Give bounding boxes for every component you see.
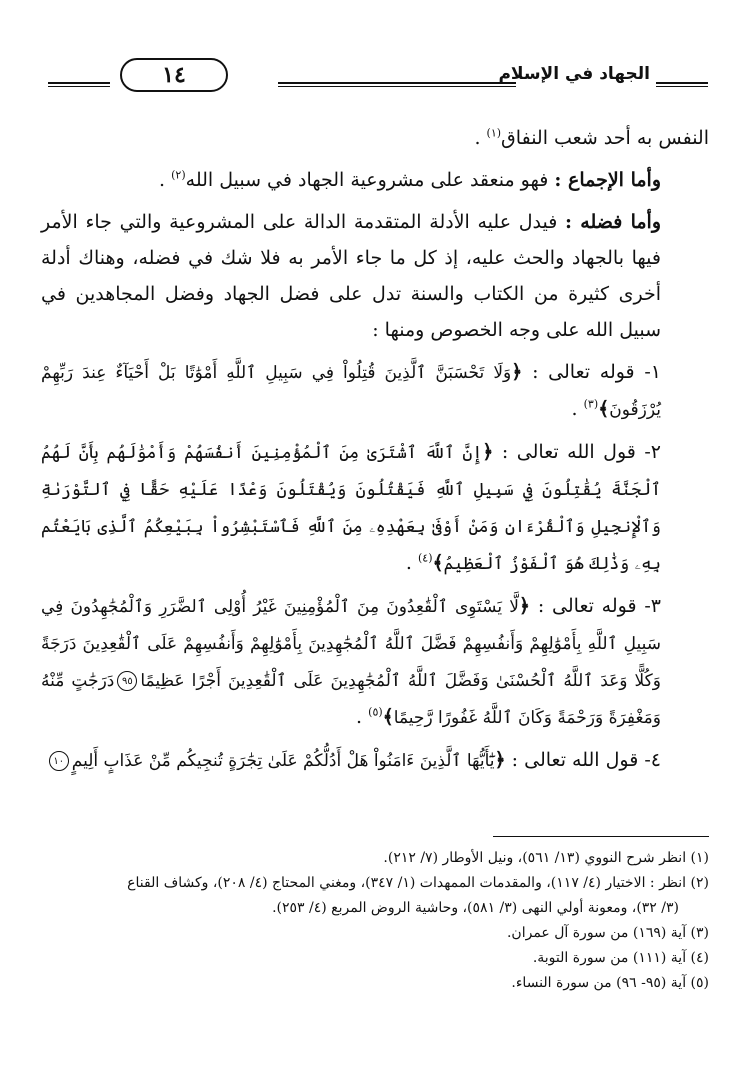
running-title: الجهاد في الإسلام [498,64,650,84]
item-4-intro: ٤- قول الله تعالى : [505,749,661,771]
page-number: ١٤ [120,58,228,92]
footnote-2-continued: (٣/ ٣٢)، ومعونة أولي النهى (٣/ ٥٨١)، وحاشية الروض المربع (٤/ ٢٥٣). [272,900,679,916]
paragraph-1-text: النفس به أحد شعب النفاق [501,127,709,149]
footnote-2: (٢) انظر : الاختيار (٤/ ١١٧)، والمقدمات الممهدات (١/ ٣٤٧)، ومغني المحتاج (٤/ ٢٠٨)، وكشاف القناع [127,875,709,891]
footnote-3: (٣) آية (١٦٩) من سورة آل عمران. [506,925,709,941]
footnote-ref-1: (١) [486,126,502,140]
verse-close-brace: ﴾ [382,706,394,728]
paragraph-3-text: فيدل عليه الأدلة المتقدمة الدالة على المشروعية والتي جاء الأمر فيها بالجهاد والحث عليه، إذ كل ما جاء الأمر به فلا شك في فضله، وهناك أدلة أخرى كثيرة من الكتاب والسنة تدل على فضل الجهاد وفضل المجاهدين في سبيل الله على وجه الخصوص ومنها : [41,211,661,341]
item-4-verse: يَٰٓأَيُّهَا ٱلَّذِينَ ءَامَنُواْ هَلْ أَدُلُّكُمْ عَلَىٰ تِجَٰرَةٍ تُنجِيكُم مِّنْ عَذَابٍ أَلِيمٍ [71,751,495,771]
paragraph-2-text: فهو منعقد على مشروعية الجهاد في سبيل الله [185,169,555,191]
item-3-verse-continued: دَرَجَٰتٍ مِّنْهُ وَمَغْفِرَةً وَرَحْمَةً وَكَانَ ٱللَّهُ غَفُورًا رَّحِيمًا [41,671,661,728]
footnote-1: (١) انظر شرح النووي (١٣/ ٥٦١)، ونيل الأوطار (٧/ ٢١٢). [383,850,709,866]
item-3-verse: لَّا يَسْتَوِى ٱلْقَٰعِدُونَ مِنَ ٱلْمُؤْمِنِينَ غَيْرُ أُوْلِى ٱلضَّرَرِ وَٱلْمُجَٰهِدُونَ فِي سَبِيلِ ٱللَّهِ بِأَمْوَٰلِهِمْ وَأَنفُسِهِمْ فَضَّلَ ٱللَّهُ ٱلْمُجَٰهِدِينَ بِأَمْوَٰلِهِمْ وَأَنفُسِهِمْ عَلَى ٱلْقَٰعِدِينَ دَرَجَةً وَكُلًّا وَعَدَ ٱللَّهُ ٱلْحُسْنَىٰ وَفَضَّلَ ٱللَّهُ ٱلْمُجَٰهِدِينَ عَلَى ٱلْقَٰعِدِينَ أَجْرًا عَظِيمًا [41,597,662,691]
list-item-1: ١- قوله تعالى : ﴿وَلَا تَحْسَبَنَّ ٱلَّذِينَ قُتِلُواْ فِي سَبِيلِ ٱللَّهِ أَمْوَٰتًا بَلْ أَحْيَآءٌ عِندَ رَبِّهِمْ يُرْزَقُونَ﴾$^{(٣)}$ . [41,361,661,420]
footnote-5: (٥) آية (٩٥- ٩٦) من سورة النساء. [511,975,709,991]
item-2-intro: ٢- قول الله تعالى : [493,441,662,463]
paragraph-3-lead: وأما فضله : [565,211,661,233]
item-1-verse: وَلَا تَحْسَبَنَّ ٱلَّذِينَ قُتِلُواْ فِي سَبِيلِ ٱللَّهِ أَمْوَٰتًا بَلْ أَحْيَآءٌ عِندَ رَبِّهِمْ يُرْزَقُونَ [41,363,661,420]
item-1-intro: ١- قوله تعالى : [522,361,661,383]
verse-open-brace: ﴿ [511,361,523,383]
verse-close-brace: ﴾ [432,552,444,574]
list-item-4 [41,742,709,779]
verse-open-brace: ﴿ [518,595,531,617]
item-2-verse: إِنَّ ٱللَّهَ ٱشْتَرَىٰ مِنَ ٱلْمُؤْمِنِينَ أَنفُسَهُمْ وَأَمْوَٰلَهُم بِأَنَّ لَهُمُ ٱلْجَنَّةَ يُقَٰتِلُونَ فِي سَبِيلِ ٱللَّهِ فَيَقْتُلُونَ وَيُقْتَلُونَ وَعْدًا عَلَيْهِ حَقًّا فِي ٱلتَّوْرَىٰةِ وَٱلْإِنجِيلِ وَٱلْقُرْءَانِ وَمَنْ أَوْفَىٰ بِعَهْدِهِۦ مِنَ ٱللَّهِ فَٱسْتَبْشِرُواْ بِبَيْعِكُمُ ٱلَّذِى بَايَعْتُم بِهِۦ وَذَٰلِكَ هُوَ ٱلْفَوْزُ ٱلْعَظِيمُ [41,443,661,574]
footnote-ref-2: (٢) [171,168,186,182]
item-3-intro: ٣- قوله تعالى : [530,595,661,617]
verse-open-brace: ﴿ [482,441,494,463]
footnote-ref-3: (٣) [583,397,599,411]
verse-close-brace: ﴾ [598,398,610,420]
page-header [48,54,708,98]
verse-open-brace: ﴿ [494,749,506,771]
header-rule-right [656,82,708,87]
list-item-3: ٣- قوله تعالى : ﴿لَّا يَسْتَوِى ٱلْقَٰعِدُونَ مِنَ ٱلْمُؤْمِنِينَ غَيْرُ أُوْلِى ٱلضَّرَرِ وَٱلْمُجَٰهِدُونَ فِي سَبِيلِ ٱللَّهِ بِأَمْوَٰلِهِمْ وَأَنفُسِهِمْ فَضَّلَ ٱللَّهُ ٱلْمُجَٰهِدِينَ بِأَمْوَٰلِهِمْ وَأَنفُسِهِمْ عَلَى ٱلْقَٰعِدِينَ دَرَجَةً وَكُلًّا وَعَدَ ٱللَّهُ ٱلْحُسْنَىٰ وَفَضَّلَ ٱللَّهُ ٱلْمُجَٰهِدِينَ عَلَى ٱلْقَٰعِدِينَ أَجْرًا عَظِيمًا٩٥دَرَجَٰتٍ مِّنْهُ وَمَغْفِرَةً وَرَحْمَةً وَكَانَ ٱللَّهُ غَفُورًا رَّحِيمًا﴾$^{(٥)}$ . [41,595,662,728]
list-item-2: ٢- قول الله تعالى : ﴿إِنَّ ٱللَّهَ ٱشْتَرَىٰ مِنَ ٱلْمُؤْمِنِينَ أَنفُسَهُمْ وَأَمْوَٰلَهُم بِأَنَّ لَهُمُ ٱلْجَنَّةَ يُقَٰتِلُونَ فِي سَبِيلِ ٱللَّهِ فَيَقْتُلُونَ وَيُقْتَلُونَ وَعْدًا عَلَيْهِ حَقًّا فِي ٱلتَّوْرَىٰةِ وَٱلْإِنجِيلِ وَٱلْقُرْءَانِ وَمَنْ أَوْفَىٰ بِعَهْدِهِۦ مِنَ ٱللَّهِ فَٱسْتَبْشِرُواْ بِبَيْعِكُمُ ٱلَّذِى بَايَعْتُم بِهِۦ وَذَٰلِكَ هُوَ ٱلْفَوْزُ ٱلْعَظِيمُ﴾$^{(٤)}$ . [41,441,662,574]
paragraph-2-lead: وأما الإجماع : [554,169,661,191]
footnote-ref-4: (٤) [418,551,433,565]
paragraph-1: النفس به أحد شعب النفاق$^{(١)}$ . [474,126,709,149]
body-text [41,120,709,785]
header-rule-middle [278,82,516,87]
ayah-number-mark: ١٠ [49,751,69,771]
footnotes [41,846,709,996]
footnote-ref-5: (٥) [368,705,383,719]
header-rule-left [48,82,110,87]
footnote-divider [493,836,709,837]
paragraph-3 [41,204,709,348]
ayah-number-mark: ٩٥ [117,671,137,691]
footnote-4: (٤) آية (١١١) من سورة التوبة. [532,950,709,966]
paragraph-2: وأما الإجماع : فهو منعقد على مشروعية الجهاد في سبيل الله$^{(٢)}$ . [159,168,661,191]
